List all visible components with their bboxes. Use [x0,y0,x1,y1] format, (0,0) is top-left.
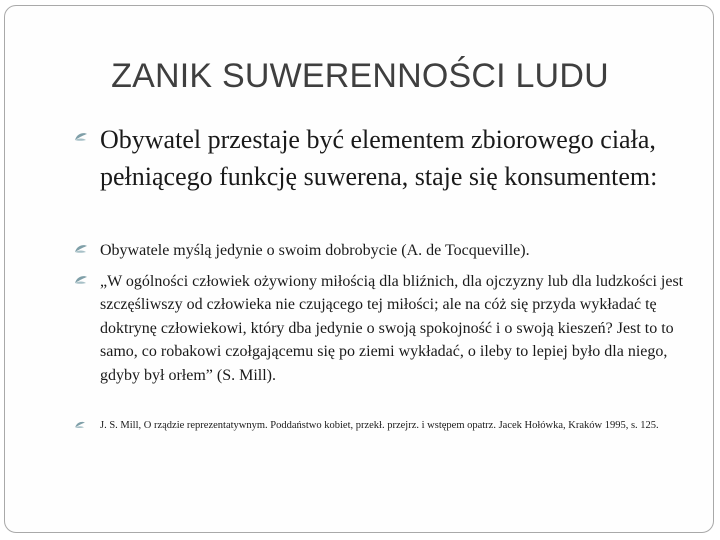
leaf-bullet-icon [74,421,88,431]
bullet-citation [100,419,690,433]
leaf-bullet-icon [74,275,88,285]
bullet-tocqueville-text: Obywatele myślą jedynie o swoim dobrobycie (A. de Tocqueville). [100,242,530,259]
bullet-main-text: Obywatel przestaje być elementem zbiorowego ciała, pełniącego funkcję suwerena, staje się konsumentem: [100,125,658,191]
slide-title: ZANIK SUWERENNOŚCI LUDU [111,57,609,95]
bullet-mill-quote-text: „W ogólności człowiek ożywiony miłością dla bliźnich, dla ojczyzny lub dla ludzkości jest szczęśliwszy od człowieka nie czującego tej miłości; ale na cóż się przyda wykładać tę doktrynę człowiekowi, który dba jedynie o swoją spokojność i o swoją kieszeń? Jest to to samo, co robakowi czołgającemu się po ziemi wykładać, o ileby to lepiej było dla niego, gdyby był orłem” (S. Mill). [100,273,684,384]
leaf-bullet-icon [74,132,88,142]
bullet-main [100,121,660,195]
bullet-mill-quote [100,270,690,387]
leaf-bullet-icon [74,244,88,254]
bullet-tocqueville [100,240,700,261]
bullet-citation-text: J. S. Mill, O rządzie reprezentatywnym. Poddaństwo kobiet, przekł. przejrz. i wstępem opatrz. Jacek Hołówka, Kraków 1995, s. 125. [100,420,659,431]
